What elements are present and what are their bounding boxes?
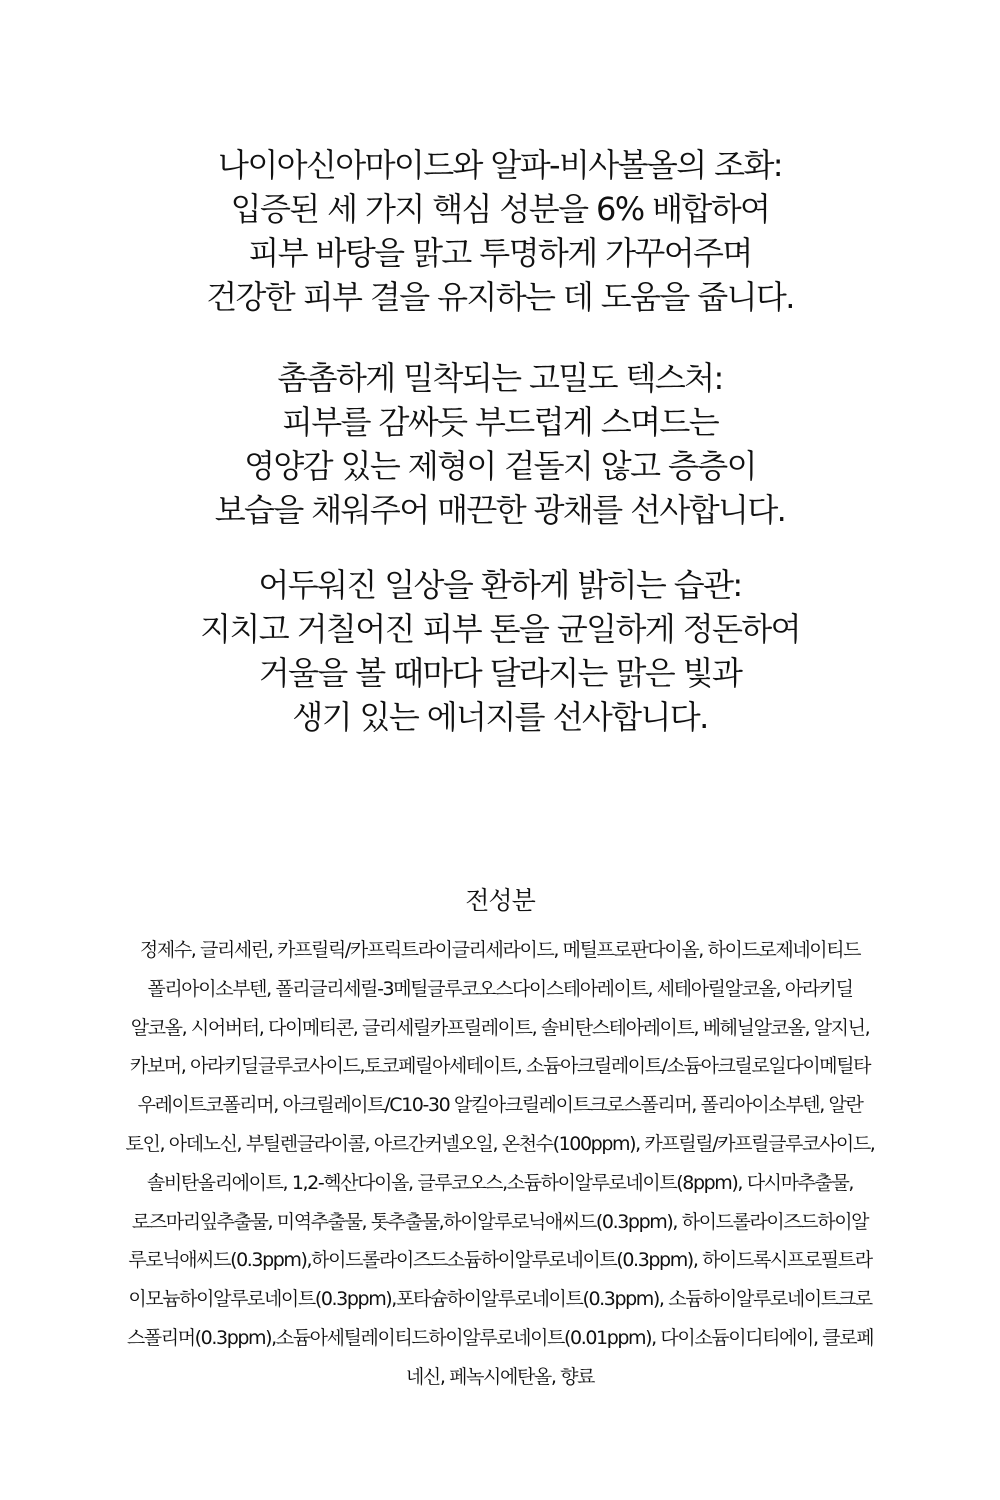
feature-text-line: 건강한 피부 결을 유지하는 데 도움을 줍니다.	[206, 278, 794, 316]
ingredient-line: 솔비탄올리에이트, 1,2-헥산다이올, 글루코오스,소듐하이알루로네이트(8ppm), 다시마추출물,	[146, 1171, 854, 1194]
feature-heading: 어두워진 일상을 환하게 밝히는 습관:	[258, 566, 742, 604]
feature-text-line: 피부를 감싸듯 부드럽게 스며드는	[281, 403, 719, 441]
ingredient-line: 이모늄하이알루로네이트(0.3ppm),포타슘하이알루로네이트(0.3ppm), 소듐하이알루로네이트크로	[128, 1288, 872, 1311]
ingredient-line: 정제수, 글리세린, 카프릴릭/카프릭트라이글리세라이드, 메틸프로판다이올, 하이드로제네이티드	[139, 939, 861, 961]
ingredient-line: 루로닉애씨드(0.3ppm),하이드롤라이즈드소듐하이알루로네이트(0.3ppm), 하이드록시프로필트라	[128, 1249, 872, 1272]
ingredient-line: 알코올, 시어버터, 다이메티콘, 글리세릴카프릴레이트, 솔비탄스테아레이트, 베헤닐알코올, 알지닌,	[130, 1016, 870, 1039]
feature-block-brightening	[0, 563, 1000, 739]
ingredient-line: 우레이트코폴리머, 아크릴레이트/C10-30 알킬아크릴레이트크로스폴리머, 폴리아이소부텐, 알란	[137, 1094, 863, 1117]
ingredient-line: 폴리아이소부텐, 폴리글리세릴-3메틸글루코오스다이스테아레이트, 세테아릴알코올, 아라키딜	[147, 977, 853, 1000]
feature-text-line: 거울을 볼 때마다 달라지는 맑은 빛과	[258, 654, 742, 692]
ingredient-line: 네신, 페녹시에탄올, 향료	[405, 1365, 595, 1388]
feature-text-line: 보습을 채워주어 매끈한 광채를 선사합니다.	[214, 491, 786, 529]
ingredient-line: 토인, 아데노신, 부틸렌글라이콜, 아르간커넬오일, 온천수(100ppm), 카프릴릴/카프릴글루코사이드,	[125, 1132, 875, 1155]
feature-heading: 나이아신아마이드와 알파-비사볼올의 조화:	[218, 146, 782, 184]
feature-text-line: 생기 있는 에너지를 선사합니다.	[292, 698, 708, 736]
ingredient-line: 카보머, 아라키딜글루코사이드,토코페릴아세테이트, 소듐아크릴레이트/소듐아크릴로일다이메틸타	[129, 1055, 871, 1078]
ingredients-title: 전성분	[465, 886, 535, 915]
feature-block-niacinamide	[0, 143, 1000, 319]
ingredient-line: 스폴리머(0.3ppm),소듐아세틸레이티드하이알루로네이트(0.01ppm), 다이소듐이디티에이, 클로페	[126, 1326, 874, 1349]
feature-text-line: 영양감 있는 제형이 겉돌지 않고 층층이	[244, 447, 756, 485]
ingredient-line: 로즈마리잎추출물, 미역추출물, 톳추출물,하이알루로닉애씨드(0.3ppm), 하이드롤라이즈드하이알	[131, 1210, 869, 1233]
feature-block-texture	[0, 356, 1000, 532]
feature-heading: 촘촘하게 밀착되는 고밀도 텍스처:	[277, 359, 723, 397]
feature-text-line: 피부 바탕을 맑고 투명하게 가꾸어주며	[248, 234, 752, 272]
ingredients-list	[40, 931, 960, 1397]
feature-text-line: 지치고 거칠어진 피부 톤을 균일하게 정돈하여	[200, 610, 800, 648]
feature-text-line: 입증된 세 가지 핵심 성분을 6% 배합하여	[230, 190, 770, 228]
